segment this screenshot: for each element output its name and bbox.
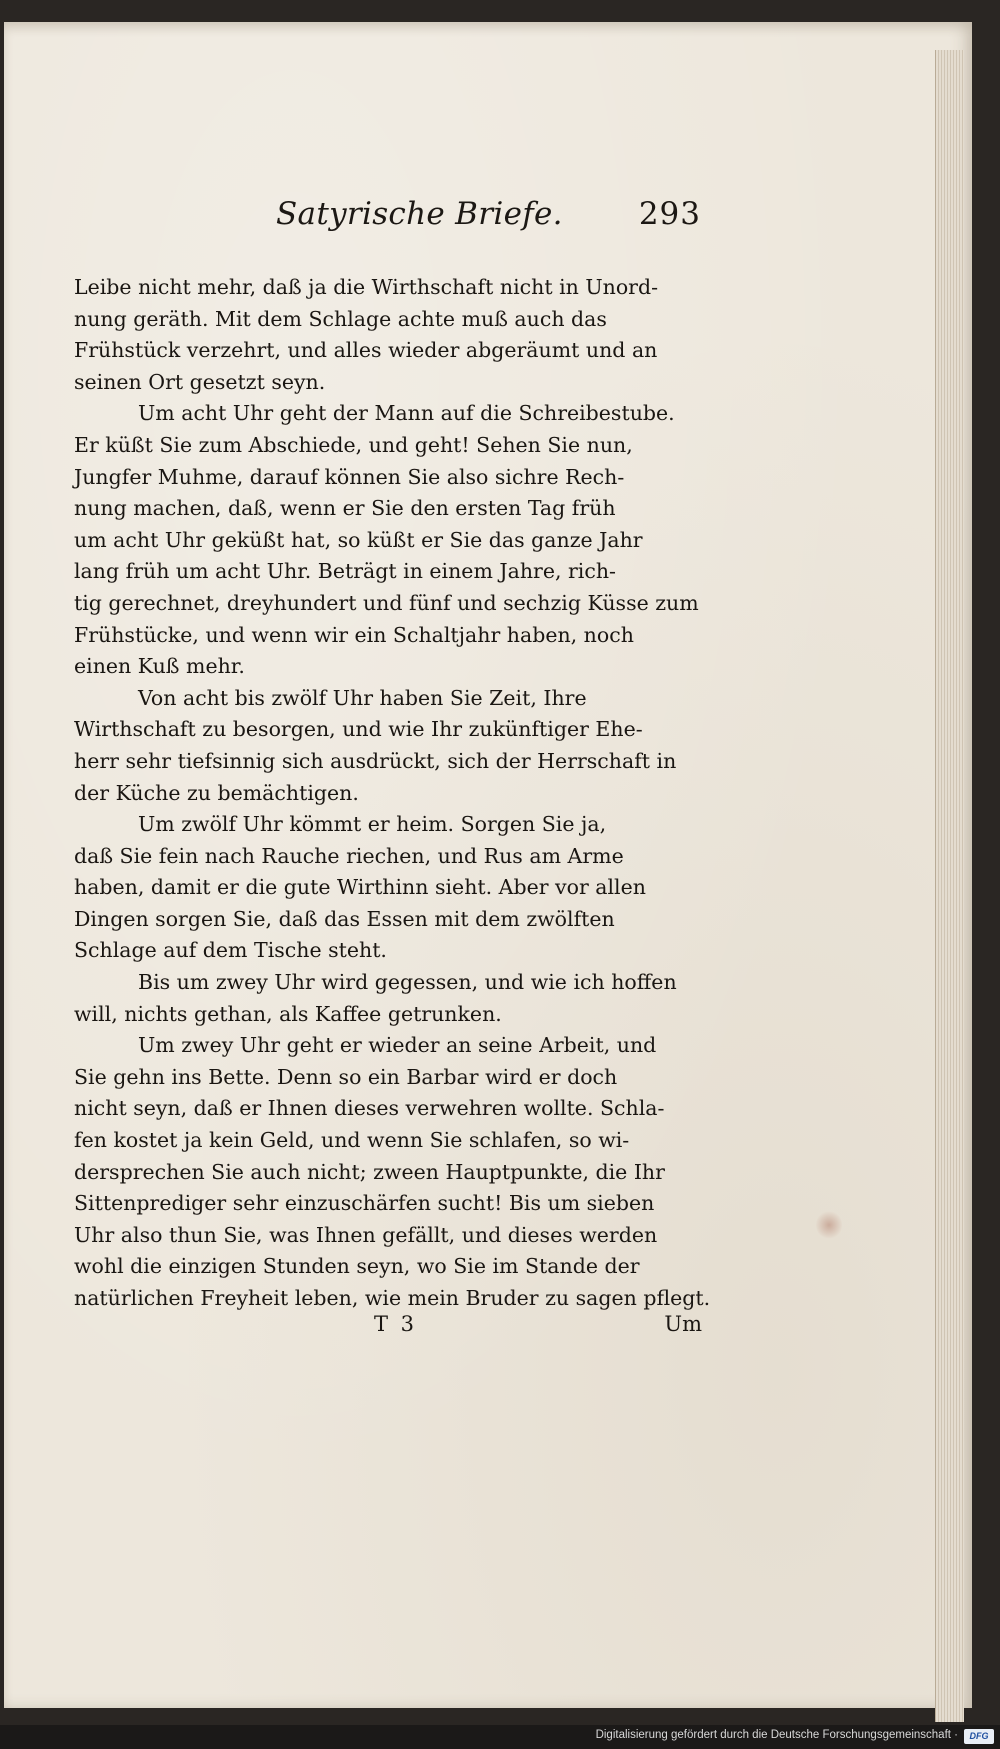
text-line: haben, damit er die gute Wirthinn sieht. Aber vor allen [74, 875, 646, 900]
credit-text: Digitalisierung gefördert durch die Deutsche Forschungsgemeinschaft · [595, 1729, 958, 1741]
text-line: einen Kuß mehr. [74, 654, 245, 679]
page-fore-edge [935, 50, 964, 1722]
text-line: lang früh um acht Uhr. Beträgt in einem Jahre, rich- [74, 559, 616, 584]
text-line: Bis um zwey Uhr wird gegessen, und wie ich hoffen [138, 970, 677, 995]
text-line: dersprechen Sie auch nicht; zween Hauptpunkte, die Ihr [74, 1159, 665, 1184]
text-line: Sittenprediger sehr einzuschärfen sucht! Bis um sieben [74, 1191, 655, 1216]
page-number: 293 [638, 196, 701, 232]
text-line: wohl die einzigen Stunden seyn, wo Sie im Stande der [74, 1254, 640, 1279]
text-line: Er küßt Sie zum Abschiede, und geht! Sehen Sie nun, [74, 432, 633, 457]
text-line: Schlage auf dem Tische steht. [74, 938, 387, 963]
text-line: um acht Uhr geküßt hat, so küßt er Sie das ganze Jahr [74, 527, 643, 552]
text-line: Um zwey Uhr geht er wieder an seine Arbeit, und [138, 1033, 657, 1058]
text-line: daß Sie fein nach Rauche riechen, und Rus am Arme [74, 843, 624, 868]
dfg-logo: DFG [964, 1729, 994, 1744]
page-footer [74, 1312, 702, 1346]
paper-stain [816, 1210, 842, 1240]
text-line: nung geräth. Mit dem Schlage achte muß auch das [74, 306, 607, 331]
text-line: Leibe nicht mehr, daß ja die Wirthschaft nicht in Unord- [74, 275, 659, 299]
catchword: Um [664, 1312, 702, 1336]
running-title: Satyrische Briefe. [276, 196, 563, 232]
text-line: Frühstücke, und wenn wir ein Schaltjahr haben, noch [74, 622, 634, 647]
text-line: Von acht bis zwölf Uhr haben Sie Zeit, Ihre [138, 685, 587, 710]
text-line: fen kostet ja kein Geld, und wenn Sie schlafen, so wi- [74, 1128, 630, 1153]
text-line: Dingen sorgen Sie, daß das Essen mit dem zwölften [74, 906, 615, 931]
text-line: der Küche zu bemächtigen. [74, 780, 359, 805]
text-line: seinen Ort gesetzt seyn. [74, 369, 326, 394]
text-line: Sie gehn ins Bette. Denn so ein Barbar wird er doch [74, 1064, 618, 1089]
text-line: Frühstück verzehrt, und alles wieder abgeräumt und an [74, 338, 658, 363]
text-line: Um zwölf Uhr kömmt er heim. Sorgen Sie ja, [138, 812, 607, 837]
page-header [276, 196, 701, 240]
text-line: herr sehr tiefsinnig sich ausdrückt, sich der Herrschaft in [74, 748, 677, 773]
text-line: Uhr also thun Sie, was Ihnen gefällt, und dieses werden [74, 1222, 658, 1247]
text-line: Jungfer Muhme, darauf können Sie also sichre Rech- [74, 464, 625, 489]
text-line: natürlichen Freyheit leben, wie mein Bruder zu sagen pflegt. [74, 1286, 711, 1310]
body-text [74, 272, 711, 1315]
credit-bar [0, 1725, 1000, 1749]
text-line: will, nichts gethan, als Kaffee getrunken. [74, 1001, 502, 1026]
text-line: nicht seyn, daß er Ihnen dieses verwehren wollte. Schla- [74, 1096, 665, 1121]
text-line: tig gerechnet, dreyhundert und fünf und sechzig Küsse zum [74, 590, 699, 615]
text-line: nung machen, daß, wenn er Sie den ersten Tag früh [74, 496, 616, 521]
text-line: Wirthschaft zu besorgen, und wie Ihr zukünftiger Ehe- [74, 717, 643, 742]
signature-mark: T 3 [374, 1312, 418, 1336]
book-page [4, 22, 972, 1708]
text-line: Um acht Uhr geht der Mann auf die Schreibestube. [138, 401, 675, 426]
